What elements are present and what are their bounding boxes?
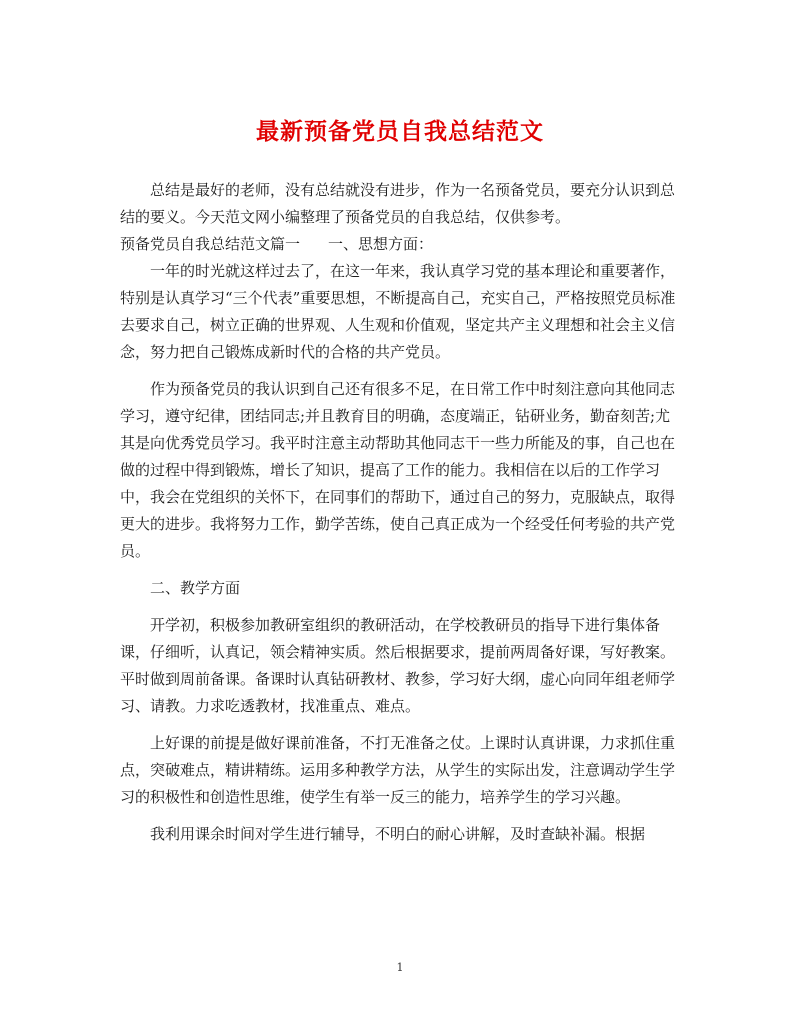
section-heading: 一、思想方面： (328, 235, 434, 253)
document-title: 最新预备党员自我总结范文 (256, 118, 544, 145)
paragraph-thought-2: 作为预备党员的我认识到自己还有很多不足，在日常工作中时刻注意向其他同志学习，遵守纪律，团结同志;并且教育目的明确，态度端正，钻研业务，勤奋刻苦;尤其是向优秀党员学习。我平时注意主动帮助其他同志干一些力所能及的事，自己也在做的过程中得到锻炼，增长了知识，提高了工作的能力。我相信在以后的工作学习中，我会在党组织的关怀下，在同事们的帮助下，通过自己的努力，克服缺点，取得更大的进步。我将努力工作，勤学苦练，使自己真正成为一个经受任何考验的共产党员。 (120, 380, 676, 560)
intro-paragraph: 总结是最好的老师，没有总结就没有进步，作为一名预备党员，要充分认识到总结的要义。今天范文网小编整理了预备党员的自我总结，仅供参考。 (120, 181, 676, 226)
paragraph-thought-1: 一年的时光就这样过去了，在这一年来，我认真学习党的基本理论和重要著作，特别是认真学习“三个代表”重要思想，不断提高自己，充实自己，严格按照党员标准去要求自己，树立正确的世界观、人生观和价值观，坚定共产主义理想和社会主义信念，努力把自己锻炼成新时代的合格的共产党员。 (120, 262, 676, 361)
paragraph-teaching-1: 开学初，积极参加教研室组织的教研活动，在学校教研员的指导下进行集体备课，仔细听，认真记，领会精神实质。然后根据要求，提前两周备好课，写好教案。平时做到周前备课。备课时认真钻研教材、教参，学习好大纲，虚心向同年组老师学习、请教。力求吃透教材，找准重点、难点。 (120, 616, 676, 715)
article-heading-line (120, 231, 680, 258)
section-heading-teaching: 二、教学方面 (150, 579, 241, 597)
page-number: 1 (396, 961, 404, 974)
paragraph-teaching-3: 我利用课余时间对学生进行辅导，不明白的耐心讲解，及时查缺补漏。根据 (150, 825, 646, 843)
document-body (120, 177, 680, 848)
article-heading: 预备党员自我总结范文篇一 (120, 235, 301, 253)
paragraph-teaching-2: 上好课的前提是做好课前准备，不打无准备之仗。上课时认真讲课，力求抓住重点，突破难点，精讲精练。运用多种教学方法，从学生的实际出发，注意调动学生学习的积极性和创造性思维，使学生有举一反三的能力，培养学生的学习兴趣。 (120, 734, 676, 806)
